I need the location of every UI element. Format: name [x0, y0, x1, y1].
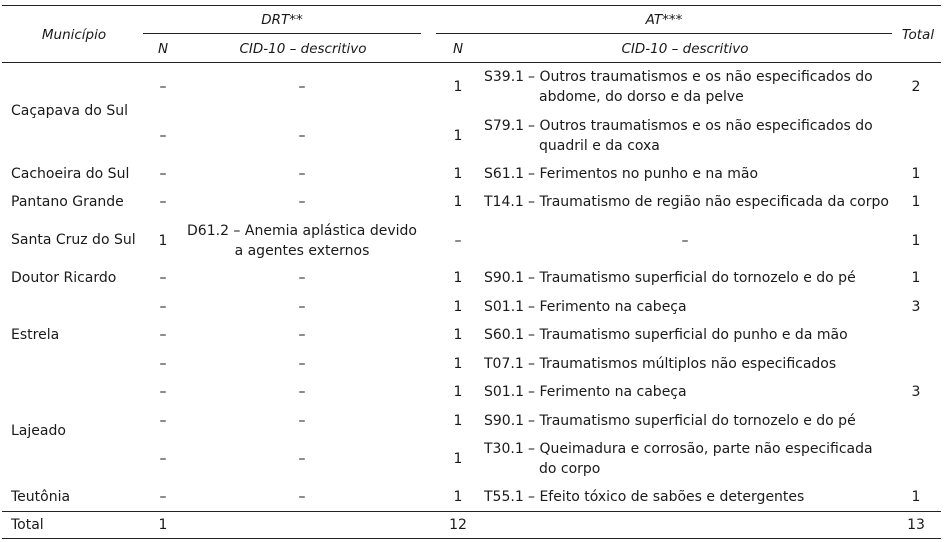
at-cid-code: S01.1	[484, 384, 525, 400]
header-at: AT***	[645, 12, 683, 28]
municipio-cell: Lajeado	[11, 423, 66, 439]
at-cid-code: T07.1	[484, 356, 524, 372]
at-cid-code: S61.1	[484, 166, 525, 182]
total-cell: 1	[911, 233, 921, 249]
total-cell: 1	[911, 194, 921, 210]
drt-n-cell: –	[159, 79, 167, 95]
drt-cid-cell: –	[298, 128, 306, 144]
municipio-cell: Santa Cruz do Sul	[11, 232, 136, 248]
at-cid-code: T14.1	[484, 194, 524, 210]
at-cid-code: S60.1	[484, 327, 525, 343]
drt-cid-cell: –	[298, 489, 306, 505]
at-cid-desc: – Efeito tóxico de sabões e detergentes	[528, 489, 805, 505]
municipio-cell: Estrela	[11, 327, 60, 343]
drt-cid-cell: –	[298, 413, 306, 429]
at-cid-code: S01.1	[484, 299, 525, 315]
at-cid-desc: – Ferimento na cabeça	[528, 299, 687, 315]
drt-cid-cell: –	[298, 166, 306, 182]
at-n-cell: 1	[453, 128, 463, 144]
municipio-cell: Doutor Ricardo	[11, 270, 117, 286]
at-n-cell: 1	[453, 413, 463, 429]
municipio-cell: Cachoeira do Sul	[11, 166, 130, 182]
at-group-rule	[436, 33, 892, 34]
totals-label: Total	[11, 517, 44, 533]
at-cid-desc: – Traumatismo superficial do tornozelo e do pé	[528, 270, 856, 286]
drt-n-cell: –	[159, 194, 167, 210]
drt-cid-cell: –	[298, 384, 306, 400]
header-at-n: N	[452, 41, 464, 57]
drt-cid-cell: –	[298, 356, 306, 372]
drt-cid-cell: –	[298, 194, 306, 210]
drt-group-rule	[143, 33, 421, 34]
drt-cid-cell: –	[298, 299, 306, 315]
total-cell: 1	[911, 270, 921, 286]
header-municipio: Município	[41, 27, 107, 43]
totals-at-n: 12	[449, 517, 467, 533]
at-n-cell: 1	[453, 384, 463, 400]
top-rule	[2, 5, 941, 6]
header-total: Total	[901, 27, 935, 43]
drt-n-cell: 1	[158, 233, 168, 249]
at-cid-code: T30.1	[484, 441, 524, 457]
drt-cid-cell: –	[298, 270, 306, 286]
drt-n-cell: –	[159, 489, 167, 505]
drt-cid-cell-line2: a agentes externos	[234, 243, 370, 259]
drt-n-cell: –	[159, 299, 167, 315]
totals-total: 13	[907, 517, 925, 533]
at-cid-code: T55.1	[484, 489, 524, 505]
at-n-cell: 1	[453, 327, 463, 343]
header-bottom-rule	[2, 62, 941, 63]
at-cid-desc-line2: quadril e da coxa	[539, 138, 660, 154]
drt-n-cell: –	[159, 166, 167, 182]
bottom-rule	[2, 538, 941, 539]
total-cell: 1	[911, 166, 921, 182]
at-cid-code: S90.1	[484, 413, 525, 429]
header-drt-cid: CID-10 – descritivo	[239, 41, 367, 57]
drt-n-cell: –	[159, 270, 167, 286]
at-n-cell: –	[454, 233, 462, 249]
at-cid-desc: – Traumatismo superficial do punho e da mão	[528, 327, 848, 343]
at-cid-desc: – Traumatismos múltiplos não especificados	[528, 356, 837, 372]
at-cid-code: S39.1	[484, 69, 525, 85]
header-drt: DRT**	[261, 12, 303, 28]
drt-n-cell: –	[159, 413, 167, 429]
at-cid-desc: – Traumatismo superficial do tornozelo e do pé	[528, 413, 856, 429]
drt-cid-cell: –	[298, 327, 306, 343]
at-cid-desc: – Ferimentos no punho e na mão	[528, 166, 759, 182]
at-n-cell: 1	[453, 356, 463, 372]
drt-n-cell: –	[159, 128, 167, 144]
at-cid-desc-line2: abdome, do dorso e da pelve	[539, 89, 744, 105]
at-cid-desc: –	[681, 233, 689, 249]
header-at-cid: CID-10 – descritivo	[621, 41, 749, 57]
at-n-cell: 1	[453, 489, 463, 505]
at-cid-desc-line2: do corpo	[539, 461, 601, 477]
at-n-cell: 1	[453, 166, 463, 182]
drt-n-cell: –	[159, 356, 167, 372]
drt-n-cell: –	[159, 451, 167, 467]
drt-n-cell: –	[159, 327, 167, 343]
at-n-cell: 1	[453, 194, 463, 210]
at-cid-desc: – Queimadura e corrosão, parte não especificada	[528, 441, 873, 457]
at-n-cell: 1	[453, 79, 463, 95]
municipio-cell: Pantano Grande	[11, 194, 124, 210]
drt-cid-cell: D61.2 – Anemia aplástica devido	[187, 223, 417, 239]
header-drt-n: N	[157, 41, 169, 57]
drt-n-cell: –	[159, 384, 167, 400]
at-cid-code: S90.1	[484, 270, 525, 286]
at-cid-desc: – Traumatismo de região não especificada da corpo	[528, 194, 889, 210]
total-cell: 3	[911, 299, 921, 315]
total-rule	[2, 511, 941, 512]
at-n-cell: 1	[453, 451, 463, 467]
drt-cid-cell: –	[298, 79, 306, 95]
totals-drt-n: 1	[158, 517, 168, 533]
municipio-cell: Teutônia	[11, 489, 71, 505]
total-cell: 1	[911, 489, 921, 505]
at-cid-desc: – Ferimento na cabeça	[528, 384, 687, 400]
at-cid-desc: – Outros traumatismos e os não especificados do	[528, 69, 873, 85]
total-cell: 2	[911, 79, 921, 95]
total-cell: 3	[911, 384, 921, 400]
municipio-cell: Caçapava do Sul	[11, 103, 128, 119]
drt-cid-cell: –	[298, 451, 306, 467]
at-cid-code: S79.1	[484, 118, 525, 134]
at-n-cell: 1	[453, 299, 463, 315]
at-cid-desc: – Outros traumatismos e os não especificados do	[528, 118, 873, 134]
at-n-cell: 1	[453, 270, 463, 286]
